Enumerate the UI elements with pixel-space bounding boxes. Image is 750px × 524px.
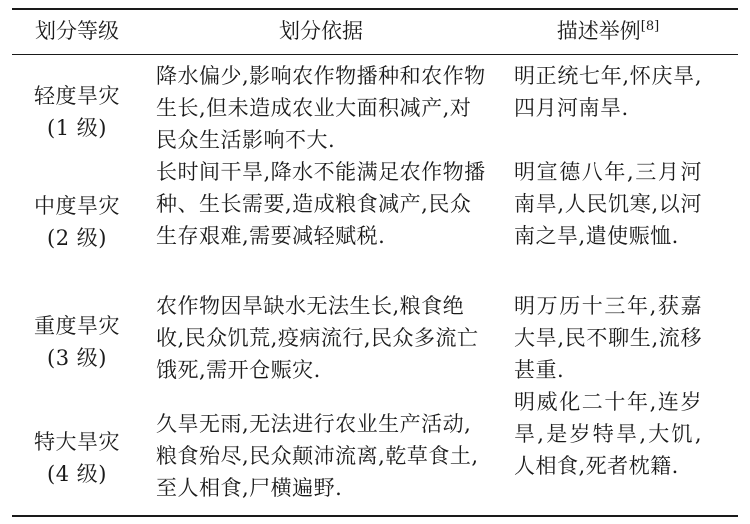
- table-row-basis: 农作物因旱缺水无法生长,粮食绝收,民众饥荒,疫病流行,民众多流亡饿死,需开仓赈灾.: [156, 294, 479, 382]
- level-name: 重度旱灾: [34, 314, 120, 338]
- table-row-level: [12, 310, 142, 374]
- level-name: 中度旱灾: [34, 194, 120, 218]
- header-level: 划分等级: [35, 19, 119, 43]
- level-name: 轻度旱灾: [34, 84, 120, 108]
- level-number: (3 级): [47, 346, 107, 370]
- level-number: (4 级): [47, 462, 107, 486]
- header-example-reference: [8]: [640, 19, 660, 34]
- table-bottom-rule: [12, 515, 738, 517]
- table-header-rule: [12, 54, 738, 55]
- level-number: (1 级): [47, 116, 107, 140]
- table-row-level: [12, 80, 142, 144]
- table-row-example: 明宣德八年,三月河南旱,人民饥寒,以河南之旱,遣使赈恤.: [514, 160, 702, 248]
- table-row-level: [12, 190, 142, 254]
- table-row-example: 明万历十三年,获嘉大旱,民不聊生,流移甚重.: [514, 294, 702, 382]
- level-number: (2 级): [47, 226, 107, 250]
- header-basis: 划分依据: [279, 19, 363, 43]
- table-row-example: 明正统七年,怀庆旱,四月河南旱.: [514, 64, 702, 120]
- table-row-level: [12, 426, 142, 490]
- table-row-basis: 长时间干旱,降水不能满足农作物播种、生长需要,造成粮食减产,民众生存艰难,需要减轻赋税.: [156, 160, 486, 248]
- table-row-basis: 久旱无雨,无法进行农业生产活动,粮食殆尽,民众颠沛流离,乾草食土,至人相食,尸横遍野.: [156, 412, 479, 500]
- table-top-rule: [12, 8, 738, 10]
- header-example: 描述举例[8]: [556, 19, 660, 43]
- table-row-example: 明威化二十年,连岁旱,是岁特旱,大饥,人相食,死者枕籍.: [514, 390, 702, 478]
- table-row-basis: 降水偏少,影响农作物播种和农作物生长,但未造成农业大面积减产,对民众生活影响不大.: [156, 64, 486, 152]
- level-name: 特大旱灾: [34, 430, 120, 454]
